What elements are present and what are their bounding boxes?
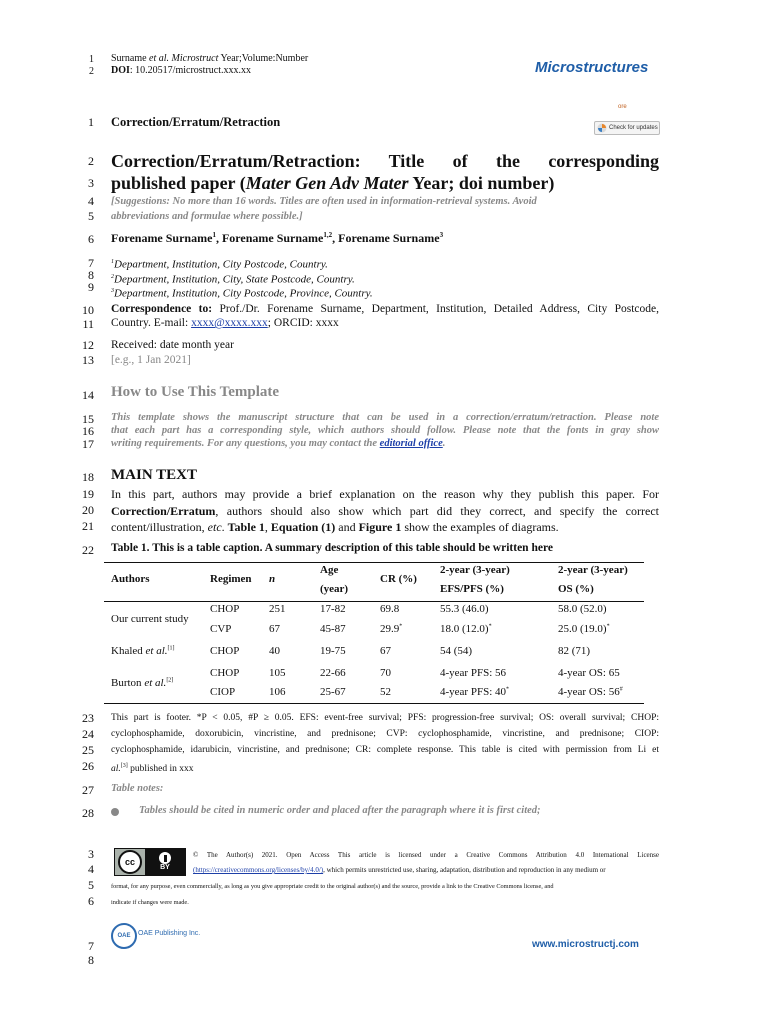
title-suggestion: [Suggestions: No more than 16 words. Titles are often used in information-retrieval systems. Avoid abbreviations and formulae where possible.] [111,196,537,222]
line-number: 6 [88,232,94,246]
line-number: 26 [82,759,94,773]
author-list: Forename Surname$^1$, Forename Surname$^{1,2}$, Forename Surname$^3$ [111,231,444,245]
line-number: 8 [88,268,94,282]
main-paragraph: In this part, authors may provide a brief explanation on the reason why they publish this paper. For Correction/Erratum, authors should also show which part did they correct, and specify the correct content/illustration, etc. Table 1, Equation (1) and Figure 1 show the examples of diagrams. [111,487,659,534]
col-header-os: 2-year (3-year) [558,564,628,576]
line-number: 14 [82,388,94,402]
journal-brand: Microstructures [535,59,649,76]
col-header-cr: CR (%) [380,573,417,585]
article-title-line-2: published paper (Mater Gen Adv Mater Year; doi number) [111,173,555,193]
cc-icon: cc [118,850,142,874]
howto-heading: How to Use This Template [111,384,280,400]
publisher-name: OAE Publishing Inc. [138,930,201,937]
data-table [104,562,644,703]
line-number: 8 [88,953,94,967]
received-date: Received: date month year [e.g., 1 Jan 2021] [111,339,234,366]
line-number: 1 [89,54,94,65]
line-number: 3 [88,847,94,861]
attribution-icon [159,852,171,864]
line-number: 12 [82,338,94,352]
line-number: 22 [82,543,94,557]
line-number: 3 [88,176,94,190]
article-type: Correction/Erratum/Retraction [111,115,281,129]
line-number: 5 [88,878,94,892]
affiliation: $^2$Department, Institution, City, State Postcode, Country. [111,273,355,286]
table-row: CHOP 40 19-75 67 54 (54) 82 (71) [210,645,591,657]
line-number: 1 [88,115,94,129]
col-header-efs-unit: EFS/PFS (%) [440,583,504,595]
line-number: 6 [88,894,94,908]
line-number: 21 [82,519,94,533]
journal-url[interactable]: www.microstructj.com [532,939,639,950]
bullet-icon [111,808,119,816]
publisher-logo-icon: OAE [111,923,137,949]
table-caption: Table 1. This is a table caption. A summary description of this table should be written here [111,542,553,554]
editorial-office-link[interactable]: editorial office [379,438,443,449]
col-header-age-unit: (year) [320,583,349,595]
table-notes-label: Table notes: [111,783,164,794]
affiliation: $^3$Department, Institution, City Postcode, Province, Country. [111,287,373,300]
line-number: 28 [82,806,94,820]
check-for-updates-button[interactable]: Check for updates [594,121,660,135]
col-header-age: Age [320,564,339,576]
group-label: Khaled et al.[1] [111,645,175,657]
col-header-authors: Authors [111,573,150,585]
line-number: 18 [82,470,94,484]
col-header-n: n [269,573,276,585]
line-number: 23 [82,711,94,725]
col-header-efs: 2-year (3-year) [440,564,510,576]
doi-line: DOI: 10.20517/microstruct.xxx.xx [111,65,252,76]
howto-text: This template shows the manuscript structure that can be used in a correction/erratum/retraction. Please note that each part has a corresponding style, which authors should follow. Please note that the fonts in gray show writing requirements. For any questions, you may contact the editorial office. [111,412,659,449]
line-number: 24 [82,727,94,741]
line-number: 25 [82,743,94,757]
group-label: Burton et al.[2] [111,677,174,689]
table-row: CIOP 106 25-67 52 4-year PFS: 40* 4-year OS: 56# [210,686,623,698]
line-number: 15 [82,412,94,426]
line-number: 13 [82,353,94,367]
correspondence: Correspondence to: Prof./Dr. Forename Surname, Department, Institution, Detailed Address, City Postcode, Country. E-mail: xxxx@xxxx.xxx; ORCID: xxxx [111,303,659,329]
line-number: 2 [89,66,94,77]
table-row: CHOP 251 17-82 69.8 55.3 (46.0) 58.0 (52.0) [210,603,607,615]
col-header-regimen: Regimen [210,573,252,585]
line-number: 27 [82,783,94,797]
line-number: 7 [88,939,94,953]
table-footer: This part is footer. *P < 0.05, #P ≥ 0.05. EFS: event-free survival; PFS: progression-free survival; OS: overall survival; CHOP: cyclophosphamide, doxorubicin, vincristine, and prednisone; CVP: cyclophosphamide, vincristine, and prednisone; CIOP: cyclophosphamide, idarubicin, vincristine, and prednisone; CR: complete response. This table is cited with permission from Li et al.[3] published in xxx [111,713,659,775]
line-number: 4 [88,194,94,208]
group-label: Our current study [111,613,189,625]
license-line-4: indicate if changes were made. [111,899,189,906]
license-line-3: format, for any purpose, even commercially, as long as you give appropriate credit to the original author(s) and the source, provide a link to the Creative Commons license, and [111,883,554,890]
email-link[interactable]: xxxx@xxxx.xxx [191,317,268,329]
line-number: 4 [88,862,94,876]
affiliation-list [111,256,373,300]
running-header: Surname et al. Microstruct Year;Volume:Number [111,53,309,64]
table-note-bullet: Tables should be cited in numeric order and placed after the paragraph where it is first cited; [139,805,541,816]
crossmark-mark: ore [618,104,627,110]
line-number: 11 [82,317,94,331]
col-header-os-unit: OS (%) [558,583,594,595]
license-line-2: (https://creativecommons.org/licenses/by/4.0/), which permits unrestricted use, sharing, adaptation, distribution and reproduction in any medium or [193,866,606,874]
table-row: CVP 67 45-87 29.9* 18.0 (12.0)* 25.0 (19.0)* [210,623,610,635]
line-number: 17 [82,437,94,451]
affiliation: $^1$Department, Institution, City Postcode, Country. [111,258,328,271]
line-number: 7 [88,256,94,270]
line-number: 2 [88,154,94,168]
license-line-1: © The Author(s) 2021. Open Access This article is licensed under a Creative Commons Attribution 4.0 International License [193,851,659,859]
line-number: 9 [88,280,94,294]
license-url-link[interactable]: (https://creativecommons.org/licenses/by/4.0/) [193,866,324,874]
article-title-line-1: Correction/Erratum/Retraction: Title of the corresponding [111,151,659,171]
line-number: 10 [82,303,94,317]
crossmark-icon [597,123,607,133]
line-number: 5 [88,209,94,223]
main-heading: MAIN TEXT [111,467,197,483]
cc-by-badge: cc BY [114,848,186,876]
line-number: 19 [82,487,94,501]
line-number: 16 [82,424,94,438]
table-row: CHOP 105 22-66 70 4-year PFS: 56 4-year OS: 65 [210,667,620,679]
line-number: 20 [82,503,94,517]
